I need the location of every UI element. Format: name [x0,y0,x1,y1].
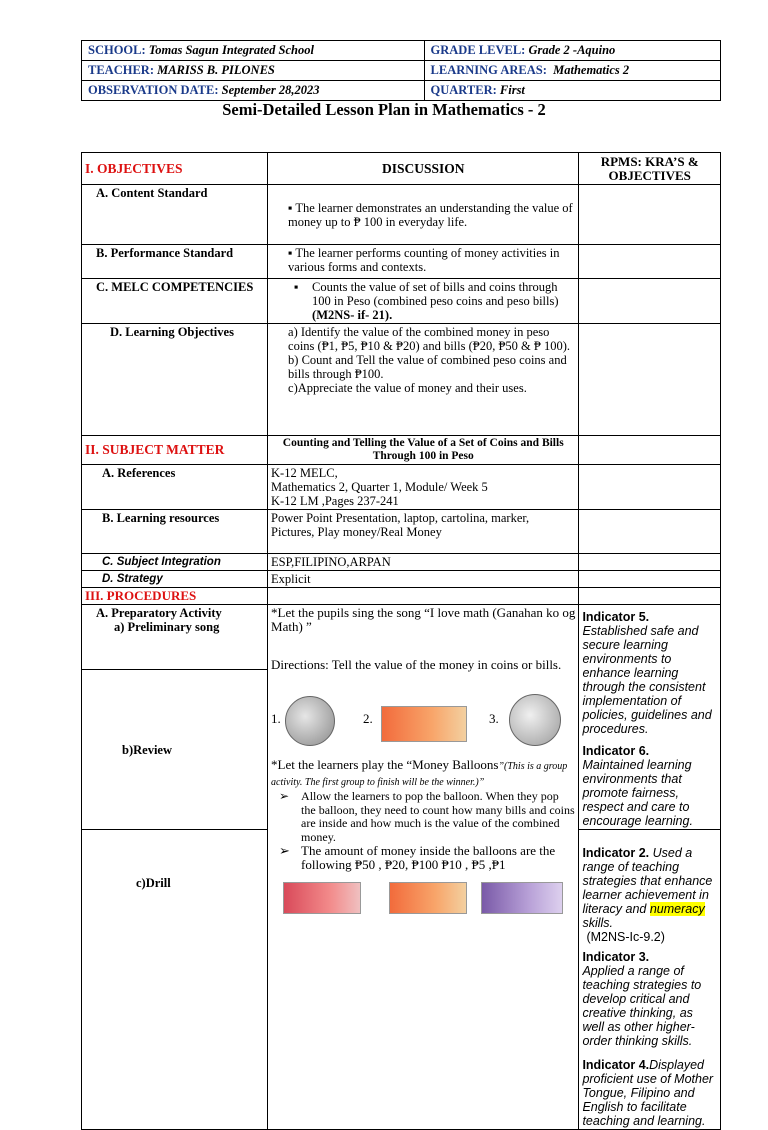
list-item: ➢ Allow the learners to pop the balloon. When they pop the balloon, they need to count how many bills and coins are inside and how much is the value of the combined money. [301,790,575,844]
integration-label: C. Subject Integration [82,554,268,571]
strategy-text: Explicit [268,571,579,588]
procedures-heading: III. PROCEDURES [82,588,268,605]
twenty-peso-bill-image [389,882,467,914]
drill-bills-images [271,872,575,914]
subject-matter-heading: II. SUBJECT MATTER [82,436,268,465]
subject-matter-topic: Counting and Telling the Value of a Set of Coins and Bills Through 100 in Peso [268,436,579,465]
melc-text: ▪ Counts the value of set of bills and coins through 100 in Peso (combined peso coins and peso bills) (M2NS- if- 21). [268,279,579,324]
grade-cell: GRADE LEVEL: Grade 2 -Aquino [424,41,720,61]
references-text: K-12 MELC, Mathematics 2, Quarter 1, Module/ Week 5 K-12 LM ,Pages 237-241 [268,465,579,510]
fifty-peso-bill-image [283,882,361,914]
procedures-discussion [268,605,579,1130]
bullet-icon: ▪ [294,280,299,294]
peso-coin-image [285,696,335,746]
header-table [81,40,721,101]
melc-label: C. MELC COMPETENCIES [82,279,268,324]
integration-text: ESP,FILIPINO,ARPAN [268,554,579,571]
indicators-5-6: Indicator 5. Established safe and secure learning environments to enhance learning through the consistent implementation of policies, guidelines and procedures. Indicator 6. Maintained learning environments that promote fairness, respect and care to encourage learning. [579,605,721,830]
references-label: A. References [82,465,268,510]
drill-intro: *Let the learners play the “Money Balloons”(This is a group activity. The first group to finish will be the winner.)” [271,757,568,788]
content-standard-text: ▪ The learner demonstrates an understanding the value of money up to ₱ 100 in everyday life. [268,185,579,245]
review-directions: Directions: Tell the value of the money in coins or bills. [271,657,562,672]
preparatory-text: *Let the pupils sing the song “I love math (Ganahan ko og Math) ” [271,605,576,634]
list-item: ➢ The amount of money inside the balloons are the following ₱50 , ₱20, ₱100 ₱10 , ₱5 ,₱1 [301,844,575,872]
review-label: b)Review [82,670,268,830]
preparatory-label: A. Preparatory Activity a) Preliminary song [82,605,268,670]
resources-label: B. Learning resources [82,510,268,554]
indicators-2-3-4: Indicator 2. Used a range of teaching strategies that enhance learner achievement in literacy and numeracy skills. (M2NS-Ic-9.2) Indicator 3. Applied a range of teaching strategies to develop critical and creative thinking, as well as other higher-order thinking skills. Indicator 4.Displayed proficient use of Mother Tongue, Filipino and English to facilitate teaching and learning. [579,830,721,1130]
objectives-heading: I. OBJECTIVES [82,153,268,185]
content-standard-label: A. Content Standard [82,185,268,245]
page-title: Semi-Detailed Lesson Plan in Mathematics - 2 [222,100,546,119]
rpms-heading: RPMS: KRA’S & OBJECTIVES [579,153,721,185]
teacher-cell: TEACHER: MARISS B. PILONES [82,61,425,81]
peso-coin-image [509,694,561,746]
drill-list [271,790,575,872]
school-cell: SCHOOL: Tomas Sagun Integrated School [82,41,425,61]
areas-cell: LEARNING AREAS: Mathematics 2 [424,61,720,81]
learning-objectives-label: D. Learning Objectives [82,324,268,436]
drill-label: c)Drill [82,830,268,1130]
performance-standard-label: B. Performance Standard [82,245,268,279]
resources-text: Power Point Presentation, laptop, cartolina, marker, Pictures, Play money/Real Money [268,510,579,554]
performance-standard-text: ▪ The learner performs counting of money activities in various forms and contexts. [268,245,579,279]
strategy-label: D. Strategy [82,571,268,588]
observation-cell: OBSERVATION DATE: September 28,2023 [82,81,425,101]
hundred-peso-bill-image [481,882,563,914]
discussion-heading: DISCUSSION [268,153,579,185]
review-money-images: 1. 2. 3. [271,692,575,750]
lesson-plan-table [81,152,721,1130]
quarter-cell: QUARTER: First [424,81,720,101]
learning-objectives-text: a) Identify the value of the combined money in peso coins (₱1, ₱5, ₱10 & ₱20) and bills (₱20, ₱50 & ₱ 100). b) Count and Tell the value of combined peso coins and bills through ₱100. c)Appreciate the value of money and their uses. [268,324,579,436]
twenty-peso-bill-image [381,706,467,742]
